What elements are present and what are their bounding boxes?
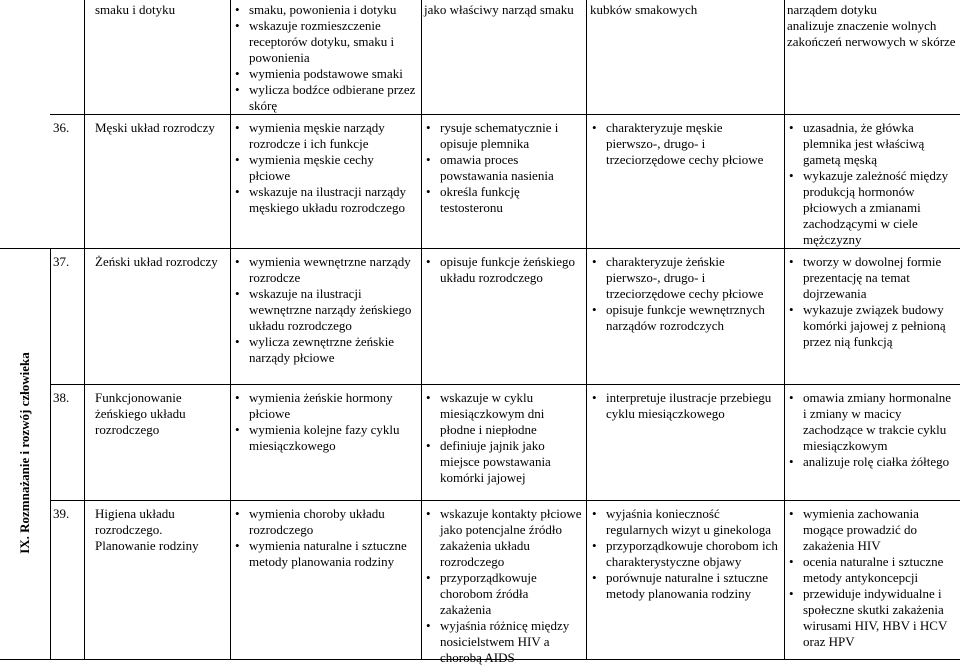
list-item: • wymienia kolejne fazy cyklu miesiączkowego: [233, 422, 416, 454]
list-item: • tworzy w dowolnej formie prezentację na temat dojrzewania: [787, 254, 957, 302]
list-item: • omawia proces powstawania nasienia: [424, 152, 582, 184]
list-item: • rysuje schematycznie i opisuje plemnika: [424, 120, 582, 152]
list-item: • wylicza bodźce odbierane przez skórę: [233, 82, 416, 114]
requirement-list: [233, 2, 416, 114]
requirement-cell-col4: [787, 120, 957, 248]
requirement-cell-col3: [590, 506, 780, 602]
lesson-number: 39.: [53, 506, 70, 521]
requirement-cell-col3: [590, 254, 780, 334]
list-item: • uzasadnia, że główka plemnika jest właściwą gametą męską: [787, 120, 957, 168]
requirement-cell-col3: [590, 2, 780, 18]
list-item: • przyporządkowuje chorobom ich charakterystyczne objawy: [590, 538, 780, 570]
list-item: • interpretuje ilustracje przebiegu cyklu miesiączkowego: [590, 390, 780, 422]
requirement-cell-col1: [233, 390, 416, 454]
lesson-topic: [95, 254, 228, 270]
list-item: • wymienia podstawowe smaki: [233, 66, 416, 82]
topic-line: Żeński układ rozrodczy: [95, 254, 218, 269]
requirement-cell-col2: [424, 390, 582, 486]
requirement-list: [787, 254, 957, 350]
requirement-cell-col1: [233, 254, 416, 366]
list-item: • przyporządkowuje chorobom źródła zakażenia: [424, 570, 582, 618]
list-item: • wymienia choroby układu rozrodczego: [233, 506, 416, 538]
requirement-list: [424, 390, 582, 486]
requirement-cell-col4: [787, 2, 957, 50]
requirement-list: [590, 390, 780, 422]
requirement-list: [590, 506, 780, 602]
list-item: • porównuje naturalne i sztuczne metody planowania rodziny: [590, 570, 780, 602]
topic-line: Męski układ rozrodczy: [95, 120, 215, 135]
topic-line: Funkcjonowanie żeńskiego układu rozrodczego: [95, 390, 186, 437]
requirement-cell-col2: [424, 254, 582, 286]
requirement-list: [424, 120, 582, 216]
list-item: • wskazuje kontakty płciowe jako potencjalne źródło zakażenia układu rozrodczego: [424, 506, 582, 570]
lesson-number: 37.: [53, 254, 70, 269]
continued-text: jako właściwy narząd smaku: [424, 2, 574, 17]
requirement-cell-col2: [424, 2, 582, 18]
requirement-list: [787, 506, 957, 650]
continued-text: analizuje znaczenie wolnych zakończeń nerwowych w skórze: [787, 18, 956, 49]
list-item: • charakteryzuje męskie pierwszo-, drugo- i trzeciorzędowe cechy płciowe: [590, 120, 780, 168]
list-item: • wskazuje na ilustracji wewnętrzne narządy żeńskiego układu rozrodczego: [233, 286, 416, 334]
section-label: IX. Rozmnażanie i rozwój człowieka: [17, 352, 32, 554]
requirement-list: [590, 120, 780, 168]
requirement-cell-col4: [787, 254, 957, 350]
lesson-topic: [95, 2, 228, 18]
requirement-list: [233, 120, 416, 216]
list-item: • wskazuje rozmieszczenie receptorów dotyku, smaku i powonienia: [233, 18, 416, 66]
requirement-list: [590, 254, 780, 334]
continued-text: narządem dotyku: [787, 2, 877, 17]
list-item: • określa funkcję testosteronu: [424, 184, 582, 216]
list-item: • ocenia naturalne i sztuczne metody antykoncepcji: [787, 554, 957, 586]
requirement-cell-col1: [233, 2, 416, 114]
requirement-cell-col1: [233, 506, 416, 570]
requirement-list: [233, 506, 416, 570]
requirement-list: [233, 254, 416, 366]
requirement-cell-col1: [233, 120, 416, 216]
requirement-cell-col2: [424, 506, 582, 666]
list-item: • omawia zmiany hormonalne i zmiany w macicy zachodzące w trakcie cyklu miesiączkowym: [787, 390, 957, 454]
topic-line: smaku i dotyku: [95, 2, 176, 17]
requirement-list: [233, 390, 416, 454]
list-item: • wykazuje związek budowy komórki jajowej z pełnioną przez nią funkcją: [787, 302, 957, 350]
list-item: • wymienia męskie cechy płciowe: [233, 152, 416, 184]
list-item: • opisuje funkcje żeńskiego układu rozrodczego: [424, 254, 582, 286]
topic-line: Higiena układu rozrodczego.: [95, 506, 175, 537]
list-item: • wskazuje na ilustracji narządy męskiego układu rozrodczego: [233, 184, 416, 216]
lesson-number: 38.: [53, 390, 70, 405]
list-item: • definiuje jajnik jako miejsce powstawania komórki jajowej: [424, 438, 582, 486]
requirement-cell-col4: [787, 390, 957, 470]
lesson-topic: [95, 506, 228, 554]
list-item: • wymienia wewnętrzne narządy rozrodcze: [233, 254, 416, 286]
requirement-cell-col3: [590, 390, 780, 422]
list-item: • opisuje funkcje wewnętrznych narządów rozrodczych: [590, 302, 780, 334]
requirement-list: [787, 390, 957, 470]
list-item: • wymienia zachowania mogące prowadzić do zakażenia HIV: [787, 506, 957, 554]
requirement-list: [424, 254, 582, 286]
topic-line: Planowanie rodziny: [95, 538, 199, 553]
requirement-cell-col2: [424, 120, 582, 216]
requirement-list: [424, 506, 582, 666]
list-item: • analizuje rolę ciałka żółtego: [787, 454, 957, 470]
continued-text: kubków smakowych: [590, 2, 698, 17]
list-item: • wymienia męskie narządy rozrodcze i ich funkcje: [233, 120, 416, 152]
requirement-list: [787, 120, 957, 248]
requirement-cell-col3: [590, 120, 780, 168]
list-item: • wylicza zewnętrzne żeńskie narządy płciowe: [233, 334, 416, 366]
requirement-cell-col4: [787, 506, 957, 650]
lesson-topic: [95, 120, 228, 136]
list-item: • smaku, powonienia i dotyku: [233, 2, 416, 18]
list-item: • wymienia żeńskie hormony płciowe: [233, 390, 416, 422]
list-item: • wskazuje w cyklu miesiączkowym dni płodne i niepłodne: [424, 390, 582, 438]
lesson-topic: [95, 390, 228, 438]
list-item: • wymienia naturalne i sztuczne metody planowania rodziny: [233, 538, 416, 570]
list-item: • wykazuje zależność między produkcją hormonów płciowych a zmianami zachodzącymi w ciele mężczyzny: [787, 168, 957, 248]
list-item: • wyjaśnia różnicę między nosicielstwem HIV a chorobą AIDS: [424, 618, 582, 666]
list-item: • przewiduje indywidualne i społeczne skutki zakażenia wirusami HIV, HBV i HCV oraz HPV: [787, 586, 957, 650]
list-item: • wyjaśnia konieczność regularnych wizyt u ginekologa: [590, 506, 780, 538]
lesson-number: 36.: [53, 120, 70, 135]
list-item: • charakteryzuje żeńskie pierwszo-, drugo- i trzeciorzędowe cechy płciowe: [590, 254, 780, 302]
